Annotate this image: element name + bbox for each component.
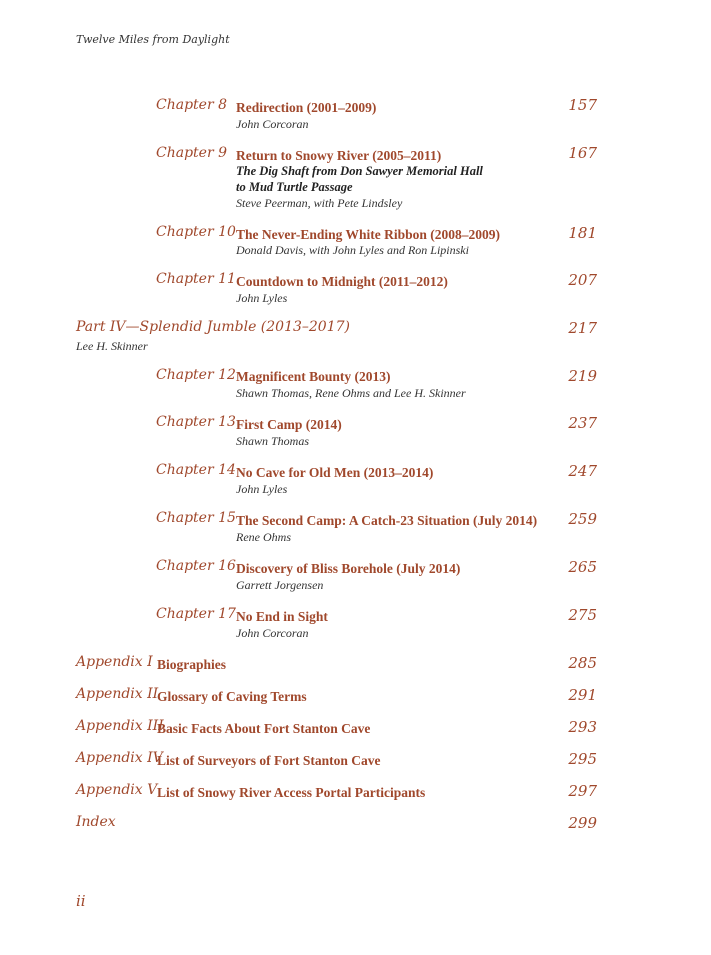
page-number: 275	[568, 606, 597, 624]
page-number: 167	[568, 144, 597, 162]
chapter-title: Magnificent Bounty (2013)	[236, 369, 391, 384]
chapter-author: Garrett Jorgensen	[236, 578, 324, 592]
chapter-label: Chapter 8	[156, 97, 227, 113]
chapter-title: The Never-Ending White Ribbon (2008–2009)	[236, 227, 501, 242]
page-number: 207	[568, 271, 597, 289]
chapter-author: John Corcoran	[236, 626, 309, 640]
page-number: 299	[568, 814, 597, 832]
chapter-label: Chapter 13	[156, 414, 236, 430]
page-number: 217	[568, 319, 597, 337]
chapter-label: Chapter 17	[156, 606, 236, 622]
chapter-title: Discovery of Bliss Borehole (July 2014)	[236, 561, 461, 576]
running-header: Twelve Miles from Daylight	[76, 33, 230, 46]
page-number: 237	[568, 414, 597, 432]
chapter-author: Steve Peerman, with Pete Lindsley	[236, 196, 403, 210]
appendix-title: Glossary of Caving Terms	[157, 689, 307, 704]
part-label: Part IV—Splendid Jumble (2013–2017)	[76, 319, 350, 335]
page-number: 265	[568, 558, 597, 576]
page-number: 219	[568, 367, 597, 385]
page-number: 157	[568, 96, 597, 114]
chapter-author: John Lyles	[236, 482, 288, 496]
chapter-author: Donald Davis, with John Lyles and Ron Lipinski	[236, 243, 469, 257]
chapter-label: Chapter 15	[156, 510, 236, 526]
page-number: 285	[568, 654, 597, 672]
chapter-label: Chapter 14	[156, 462, 236, 478]
index-label: Index	[76, 814, 116, 830]
page-number: 247	[568, 462, 597, 480]
appendix-title: Biographies	[157, 657, 227, 672]
page-number: 297	[568, 782, 597, 800]
chapter-title: First Camp (2014)	[236, 417, 342, 432]
chapter-author: John Lyles	[236, 291, 288, 305]
appendix-label: Appendix III	[76, 718, 164, 734]
page-number: 259	[568, 510, 597, 528]
appendix-label: Appendix II	[76, 686, 159, 702]
folio-page-number: ii	[76, 892, 86, 910]
chapter-author: Shawn Thomas, Rene Ohms and Lee H. Skinner	[236, 386, 466, 400]
chapter-label: Chapter 11	[156, 271, 236, 287]
part-author: Lee H. Skinner	[76, 339, 148, 353]
page-number: 295	[568, 750, 597, 768]
page-number: 291	[568, 686, 597, 704]
chapter-label: Chapter 16	[156, 558, 236, 574]
chapter-author: John Corcoran	[236, 117, 309, 131]
appendix-label: Appendix V	[76, 782, 158, 798]
chapter-label: Chapter 9	[156, 145, 227, 161]
chapter-title: No Cave for Old Men (2013–2014)	[236, 465, 434, 480]
chapter-title: Countdown to Midnight (2011–2012)	[236, 274, 448, 289]
chapter-subtitle: to Mud Turtle Passage	[236, 180, 353, 194]
chapter-title: The Second Camp: A Catch-23 Situation (July 2014)	[236, 513, 538, 528]
chapter-subtitle: The Dig Shaft from Don Sawyer Memorial Hall	[236, 164, 483, 178]
chapter-title: Return to Snowy River (2005–2011)	[236, 148, 442, 163]
appendix-label: Appendix I	[76, 654, 153, 670]
chapter-label: Chapter 10	[156, 224, 236, 240]
appendix-title: Basic Facts About Fort Stanton Cave	[157, 721, 371, 736]
page-number: 181	[568, 224, 597, 242]
chapter-author: Shawn Thomas	[236, 434, 310, 448]
chapter-title: No End in Sight	[236, 609, 328, 624]
appendix-title: List of Snowy River Access Portal Participants	[157, 785, 426, 800]
page-number: 293	[568, 718, 597, 736]
chapter-title: Redirection (2001–2009)	[236, 100, 377, 115]
appendix-label: Appendix IV	[76, 750, 163, 766]
appendix-title: List of Surveyors of Fort Stanton Cave	[157, 753, 381, 768]
chapter-label: Chapter 12	[156, 367, 236, 383]
chapter-author: Rene Ohms	[236, 530, 291, 544]
